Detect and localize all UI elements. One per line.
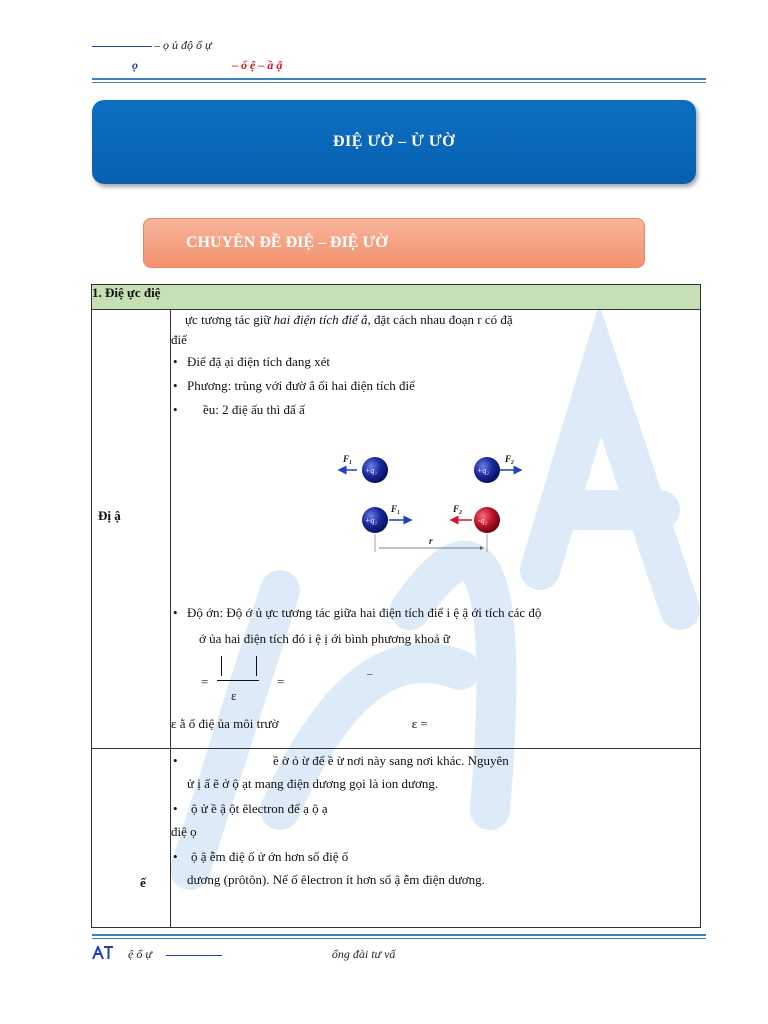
table-row: [92, 749, 701, 928]
header-rule-bottom: [92, 82, 706, 83]
intro-text-b: , đặt cách nhau đoạn r có đặ: [367, 312, 513, 327]
epsilon-text-a: ε ằ ố điệ ủa môi trườ: [171, 716, 279, 731]
footer-link-underline[interactable]: [166, 955, 222, 956]
charge-label-q2-top: +q₂: [477, 466, 490, 475]
bullet-magnitude: [171, 600, 700, 652]
header-line-1: [92, 38, 212, 53]
chapter-title: CHUYÊN ĐỀ ĐIỆ – ĐIỆ ƯỜ: [186, 234, 388, 251]
footer-text-a: ệ ổ ự: [128, 947, 152, 961]
header-underline: [92, 46, 152, 47]
charged-object-line-1: ộ ậ ễm điệ ố ử ớn hơn số điệ ố: [191, 849, 349, 864]
row-label-electrification: ế: [140, 875, 146, 890]
header-line-2-red: – ổ ệ – ầ ậ: [232, 58, 283, 72]
intro-text-line2: điể: [171, 332, 187, 347]
row-content-cell: [171, 749, 701, 928]
row-label-definition: Đị ậ: [98, 508, 121, 523]
charge-label-q2-bottom: -q₂: [478, 516, 488, 525]
bullet-sense-text: ều: 2 điệ ấu thì đẩ ấ: [203, 402, 305, 417]
coulomb-force-diagram: [335, 436, 535, 556]
coulomb-formula: [171, 656, 700, 710]
footer-rule-top: [92, 934, 706, 936]
intro-text-a: ực tương tác giữ: [185, 312, 271, 327]
bullet-ion: [171, 749, 700, 795]
force-label-f2-bottom: F₂: [453, 504, 463, 514]
banner-title: ĐIỆ ƯỜ – Ừ ƯỜ: [332, 133, 456, 150]
epsilon-text-b: ε =: [411, 716, 428, 731]
intro-text-italic: hai điện tích điể ẳ: [273, 312, 368, 327]
distance-label-r: r: [429, 536, 433, 546]
content-table: [91, 284, 701, 928]
ion-line-1: ề ờ ỏ ừ để ề ừ nơi này sang nơi khác. Nguyên: [273, 753, 509, 768]
charge-label-q1-bottom: +q₁: [365, 516, 378, 525]
bullet-direction: • Phương: trùng với đườ ẳ ối hai điện tích điể: [171, 374, 700, 398]
bullet-charged-object: [171, 845, 700, 891]
table-header-row: [92, 285, 701, 310]
formula-equals-2: =: [277, 674, 285, 689]
negative-ion-line-2: điệ ọ: [171, 824, 197, 839]
magnitude-line-1: Độ ớn: Độ ớ ủ ực tương tác giữa hai điện tích điể i ệ ậ ới tích các độ: [187, 605, 542, 620]
chapter-title-box: [143, 218, 645, 268]
section-banner: [92, 100, 696, 184]
formula-epsilon: ε: [231, 688, 237, 703]
force-label-f2-top: F₂: [505, 454, 515, 464]
negative-ion-line-1: ộ ử ề ậ ột êlectron để ạ ộ ạ: [191, 801, 328, 816]
ion-line-2: ử ị ấ ẽ ở ộ ạt mang điện dương gọi là ion dương.: [187, 776, 439, 791]
intro-paragraph: [171, 310, 700, 350]
table-header-text: 1. Điệ ực điệ: [92, 285, 161, 300]
formula-dash: –: [367, 668, 373, 680]
header-line-1-text: – ọ ủ độ ổ ự: [154, 38, 212, 52]
footer: [92, 946, 395, 962]
brand-logo-icon: [92, 946, 114, 960]
bullet-point: • Điể đặ ại điện tích đang xét: [171, 350, 700, 374]
table-header-cell: [92, 285, 701, 310]
bullet-negative-ion: [171, 797, 700, 843]
charged-object-line-2: dương (prôtôn). Nế ố êlectron ít hơn số ậ ễm điện dương.: [187, 872, 485, 887]
footer-text-b: ổng đài tư vấ: [331, 947, 396, 961]
force-label-f1-top: F₁: [343, 454, 353, 464]
header-line-2: [132, 58, 282, 73]
formula-numerator: [221, 656, 257, 676]
formula-fraction-bar: [217, 680, 259, 681]
force-label-f1-bottom: F₁: [391, 504, 401, 514]
table-row: [92, 310, 701, 749]
epsilon-definition: [171, 712, 700, 736]
footer-rule-bottom: [92, 938, 706, 939]
row-content-cell: [171, 310, 701, 749]
charge-label-q1-top: +q₁: [365, 466, 378, 475]
row-label-cell: [92, 310, 171, 749]
header-rule-top: [92, 78, 706, 80]
formula-equals-1: =: [201, 674, 209, 689]
header-line-2-blue: ọ: [132, 58, 138, 72]
row-label-cell: [92, 749, 171, 928]
bullet-sense: [171, 398, 700, 422]
magnitude-line-2: ớ ủa hai điện tích đó i ệ ị ới bình phương khoả ữ: [199, 631, 450, 646]
